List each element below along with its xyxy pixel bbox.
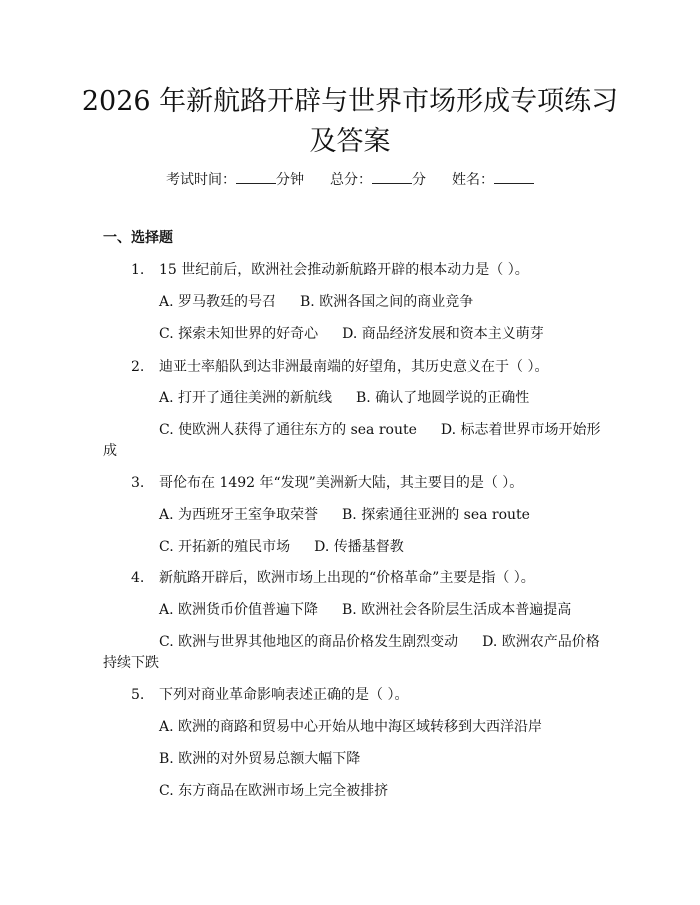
document-title [60,82,640,162]
option-d: D. 标志着世界市场开始形 [440,422,601,438]
option-c: C. 探索未知世界的好奇心 [159,326,319,342]
question-4-option-d-wrap: 持续下跌 [103,655,159,671]
option-c: C. 欧洲与世界其他地区的商品价格发生剧烈变动 [159,634,459,650]
question-5-option-b: B. 欧洲的对外贸易总额大幅下降 [159,751,361,767]
question-2 [131,357,548,377]
question-3-options-row-1 [159,505,530,525]
option-b: B. 欧洲社会各阶层生活成本普遍提高 [342,602,572,618]
option-b: B. 探索通往亚洲的 sea route [342,507,530,523]
score-blank [372,168,412,184]
name-blank [494,168,534,184]
question-number: 3. [131,475,145,491]
question-4 [131,568,535,588]
question-2-options-row-1 [159,388,529,408]
title-line-2: 及答案 [309,126,391,157]
question-1 [131,260,529,280]
title-line-1: 2026 年新航路开辟与世界市场形成专项练习 [81,86,619,117]
question-2-options-row-2 [159,420,601,440]
option-b: B. 欧洲各国之间的商业竞争 [300,294,474,310]
question-5-option-c: C. 东方商品在欧洲市场上完全被排挤 [159,783,389,799]
question-text: 新航路开辟后，欧洲市场上出现的“价格革命”主要是指（ ）。 [159,570,535,586]
question-text: 下列对商业革命影响表述正确的是（ ）。 [159,687,409,703]
option-b: B. 确认了地圆学说的正确性 [356,390,530,406]
exam-meta [0,168,700,190]
score-unit: 分 [412,172,426,188]
name-label: 姓名： [452,172,494,188]
question-5 [131,685,408,705]
question-3-options-row-2 [159,537,404,557]
question-2-option-d-wrap: 成 [103,443,117,459]
option-c: C. 使欧洲人获得了通往东方的 sea route [159,422,417,438]
question-5-option-a: A. 欧洲的商路和贸易中心开始从地中海区域转移到大西洋沿岸 [159,719,543,735]
question-text: 迪亚士率船队到达非洲最南端的好望角，其历史意义在于（ ）。 [159,359,549,375]
question-number: 4. [131,570,145,586]
option-d: D. 传播基督教 [314,539,404,555]
question-3 [131,473,523,493]
option-a: A. 为西班牙王室争取荣誉 [159,507,319,523]
option-a: A. 欧洲货币价值普遍下降 [159,602,319,618]
option-a: A. 打开了通往美洲的新航线 [159,390,333,406]
time-unit: 分钟 [276,172,304,188]
section-title: 一、选择题 [103,230,173,246]
question-number: 2. [131,359,145,375]
question-number: 1. [131,262,145,278]
question-4-options-row-1 [159,600,571,620]
option-a: A. 罗马教廷的号召 [159,294,277,310]
question-1-options-row-1 [159,292,473,312]
time-blank [236,168,276,184]
question-text: 哥伦布在 1492 年“发现”美洲新大陆，其主要目的是（ ）。 [159,475,524,491]
time-label: 考试时间： [166,172,236,188]
score-label: 总分： [330,172,372,188]
question-text: 15 世纪前后，欧洲社会推动新航路开辟的根本动力是（ ）。 [159,262,529,278]
question-number: 5. [131,687,145,703]
question-4-options-row-2 [159,632,600,652]
option-d: D. 欧洲农产品价格 [482,634,600,650]
question-1-options-row-2 [159,324,544,344]
option-d: D. 商品经济发展和资本主义萌芽 [342,326,544,342]
option-c: C. 开拓新的殖民市场 [159,539,291,555]
